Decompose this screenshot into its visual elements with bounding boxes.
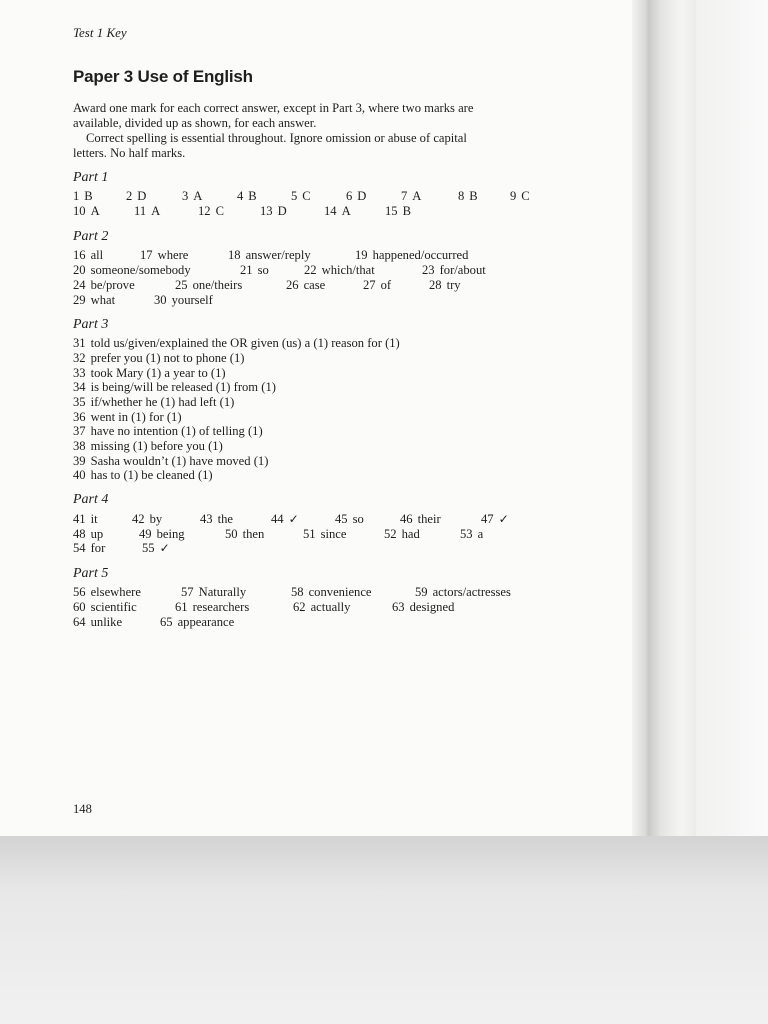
answer-item: 54 for: [73, 541, 106, 555]
answer-item: 44 ✓: [271, 512, 299, 526]
answer-item: 42 by: [132, 512, 163, 526]
answer-item: 14 A: [324, 204, 351, 218]
answer-item: 22 which/that: [304, 263, 375, 277]
page-number: 148: [73, 802, 92, 816]
tick-icon: ✓: [159, 541, 170, 555]
part-5-heading: Part 5: [73, 566, 109, 581]
answer-item: 15 B: [385, 204, 411, 218]
intro-line-1: Award one mark for each correct answer, except in Part 3, where two marks are: [73, 101, 474, 115]
answer-item: 50 then: [225, 527, 265, 541]
answer-item: 7 A: [401, 189, 422, 203]
answer-item: 45 so: [335, 512, 364, 526]
part-2-heading: Part 2: [73, 229, 109, 244]
answer-item: 28 try: [429, 278, 461, 292]
answer-item: 56 elsewhere: [73, 585, 141, 599]
scanner-bottom-shadow: [0, 836, 768, 1024]
answer-item: 12 C: [198, 204, 224, 218]
answer-item: 65 appearance: [160, 615, 235, 629]
running-head: Test 1 Key: [73, 25, 127, 40]
part-1-heading: Part 1: [73, 170, 109, 185]
answer-item: 48 up: [73, 527, 104, 541]
answer-item: 33 took Mary (1) a year to (1): [73, 366, 226, 380]
answer-item: 63 designed: [392, 600, 455, 614]
answer-item: 49 being: [139, 527, 185, 541]
answer-item: 47 ✓: [481, 512, 509, 526]
answer-item: 18 answer/reply: [228, 248, 311, 262]
answer-item: 30 yourself: [154, 293, 213, 307]
answer-item: 41 it: [73, 512, 98, 526]
answer-item: 51 since: [303, 527, 347, 541]
answer-item: 57 Naturally: [181, 585, 247, 599]
tick-icon: ✓: [288, 512, 299, 526]
answer-item: 38 missing (1) before you (1): [73, 439, 223, 453]
answer-item: 62 actually: [293, 600, 351, 614]
answer-item: 31 told us/given/explained the OR given (us) a (1) reason for (1): [73, 336, 400, 350]
answer-item: 5 C: [291, 189, 311, 203]
facing-page-edge: [660, 0, 696, 900]
intro-line-3: Correct spelling is essential throughout. Ignore omission or abuse of capital: [86, 131, 467, 145]
answer-item: 1 B: [73, 189, 93, 203]
answer-item: 4 B: [237, 189, 257, 203]
answer-item: 32 prefer you (1) not to phone (1): [73, 351, 245, 365]
answer-item: 29 what: [73, 293, 116, 307]
answer-item: 34 is being/will be released (1) from (1): [73, 380, 276, 394]
answer-item: 9 C: [510, 189, 530, 203]
answer-item: 19 happened/occurred: [355, 248, 469, 262]
answer-item: 13 D: [260, 204, 287, 218]
answer-item: 36 went in (1) for (1): [73, 410, 182, 424]
answer-item: 23 for/about: [422, 263, 486, 277]
answer-item: 39 Sasha wouldn’t (1) have moved (1): [73, 454, 269, 468]
answer-item: 21 so: [240, 263, 269, 277]
part-4-heading: Part 4: [73, 492, 109, 507]
answer-item: 61 researchers: [175, 600, 250, 614]
intro-line-4: letters. No half marks.: [73, 146, 186, 160]
answer-item: 60 scientific: [73, 600, 137, 614]
answer-item: 27 of: [363, 278, 392, 292]
answer-item: 26 case: [286, 278, 326, 292]
answer-item: 20 someone/somebody: [73, 263, 191, 277]
answer-item: 53 a: [460, 527, 484, 541]
answer-item: 24 be/prove: [73, 278, 135, 292]
part-3-heading: Part 3: [73, 317, 109, 332]
intro-line-2: available, divided up as shown, for each answer.: [73, 116, 317, 130]
tick-icon: ✓: [498, 512, 509, 526]
answer-item: 10 A: [73, 204, 100, 218]
answer-item: 46 their: [400, 512, 441, 526]
answer-item: 58 convenience: [291, 585, 372, 599]
answer-item: 25 one/theirs: [175, 278, 243, 292]
answer-item: 43 the: [200, 512, 233, 526]
answer-item: 40 has to (1) be cleaned (1): [73, 468, 213, 482]
answer-item: 6 D: [346, 189, 367, 203]
answer-item: 11 A: [134, 204, 161, 218]
answer-item: 35 if/whether he (1) had left (1): [73, 395, 235, 409]
answer-item: 37 have no intention (1) of telling (1): [73, 424, 263, 438]
answer-item: 64 unlike: [73, 615, 123, 629]
answer-item: 8 B: [458, 189, 478, 203]
answer-item: 52 had: [384, 527, 420, 541]
answer-item: 17 where: [140, 248, 189, 262]
answer-item: 55 ✓: [142, 541, 170, 555]
answer-item: 3 A: [182, 189, 203, 203]
page-title: Paper 3 Use of English: [73, 67, 253, 86]
answer-item: 16 all: [73, 248, 104, 262]
answer-item: 2 D: [126, 189, 147, 203]
page-gutter-shadow: [632, 0, 662, 836]
answer-item: 59 actors/actresses: [415, 585, 511, 599]
